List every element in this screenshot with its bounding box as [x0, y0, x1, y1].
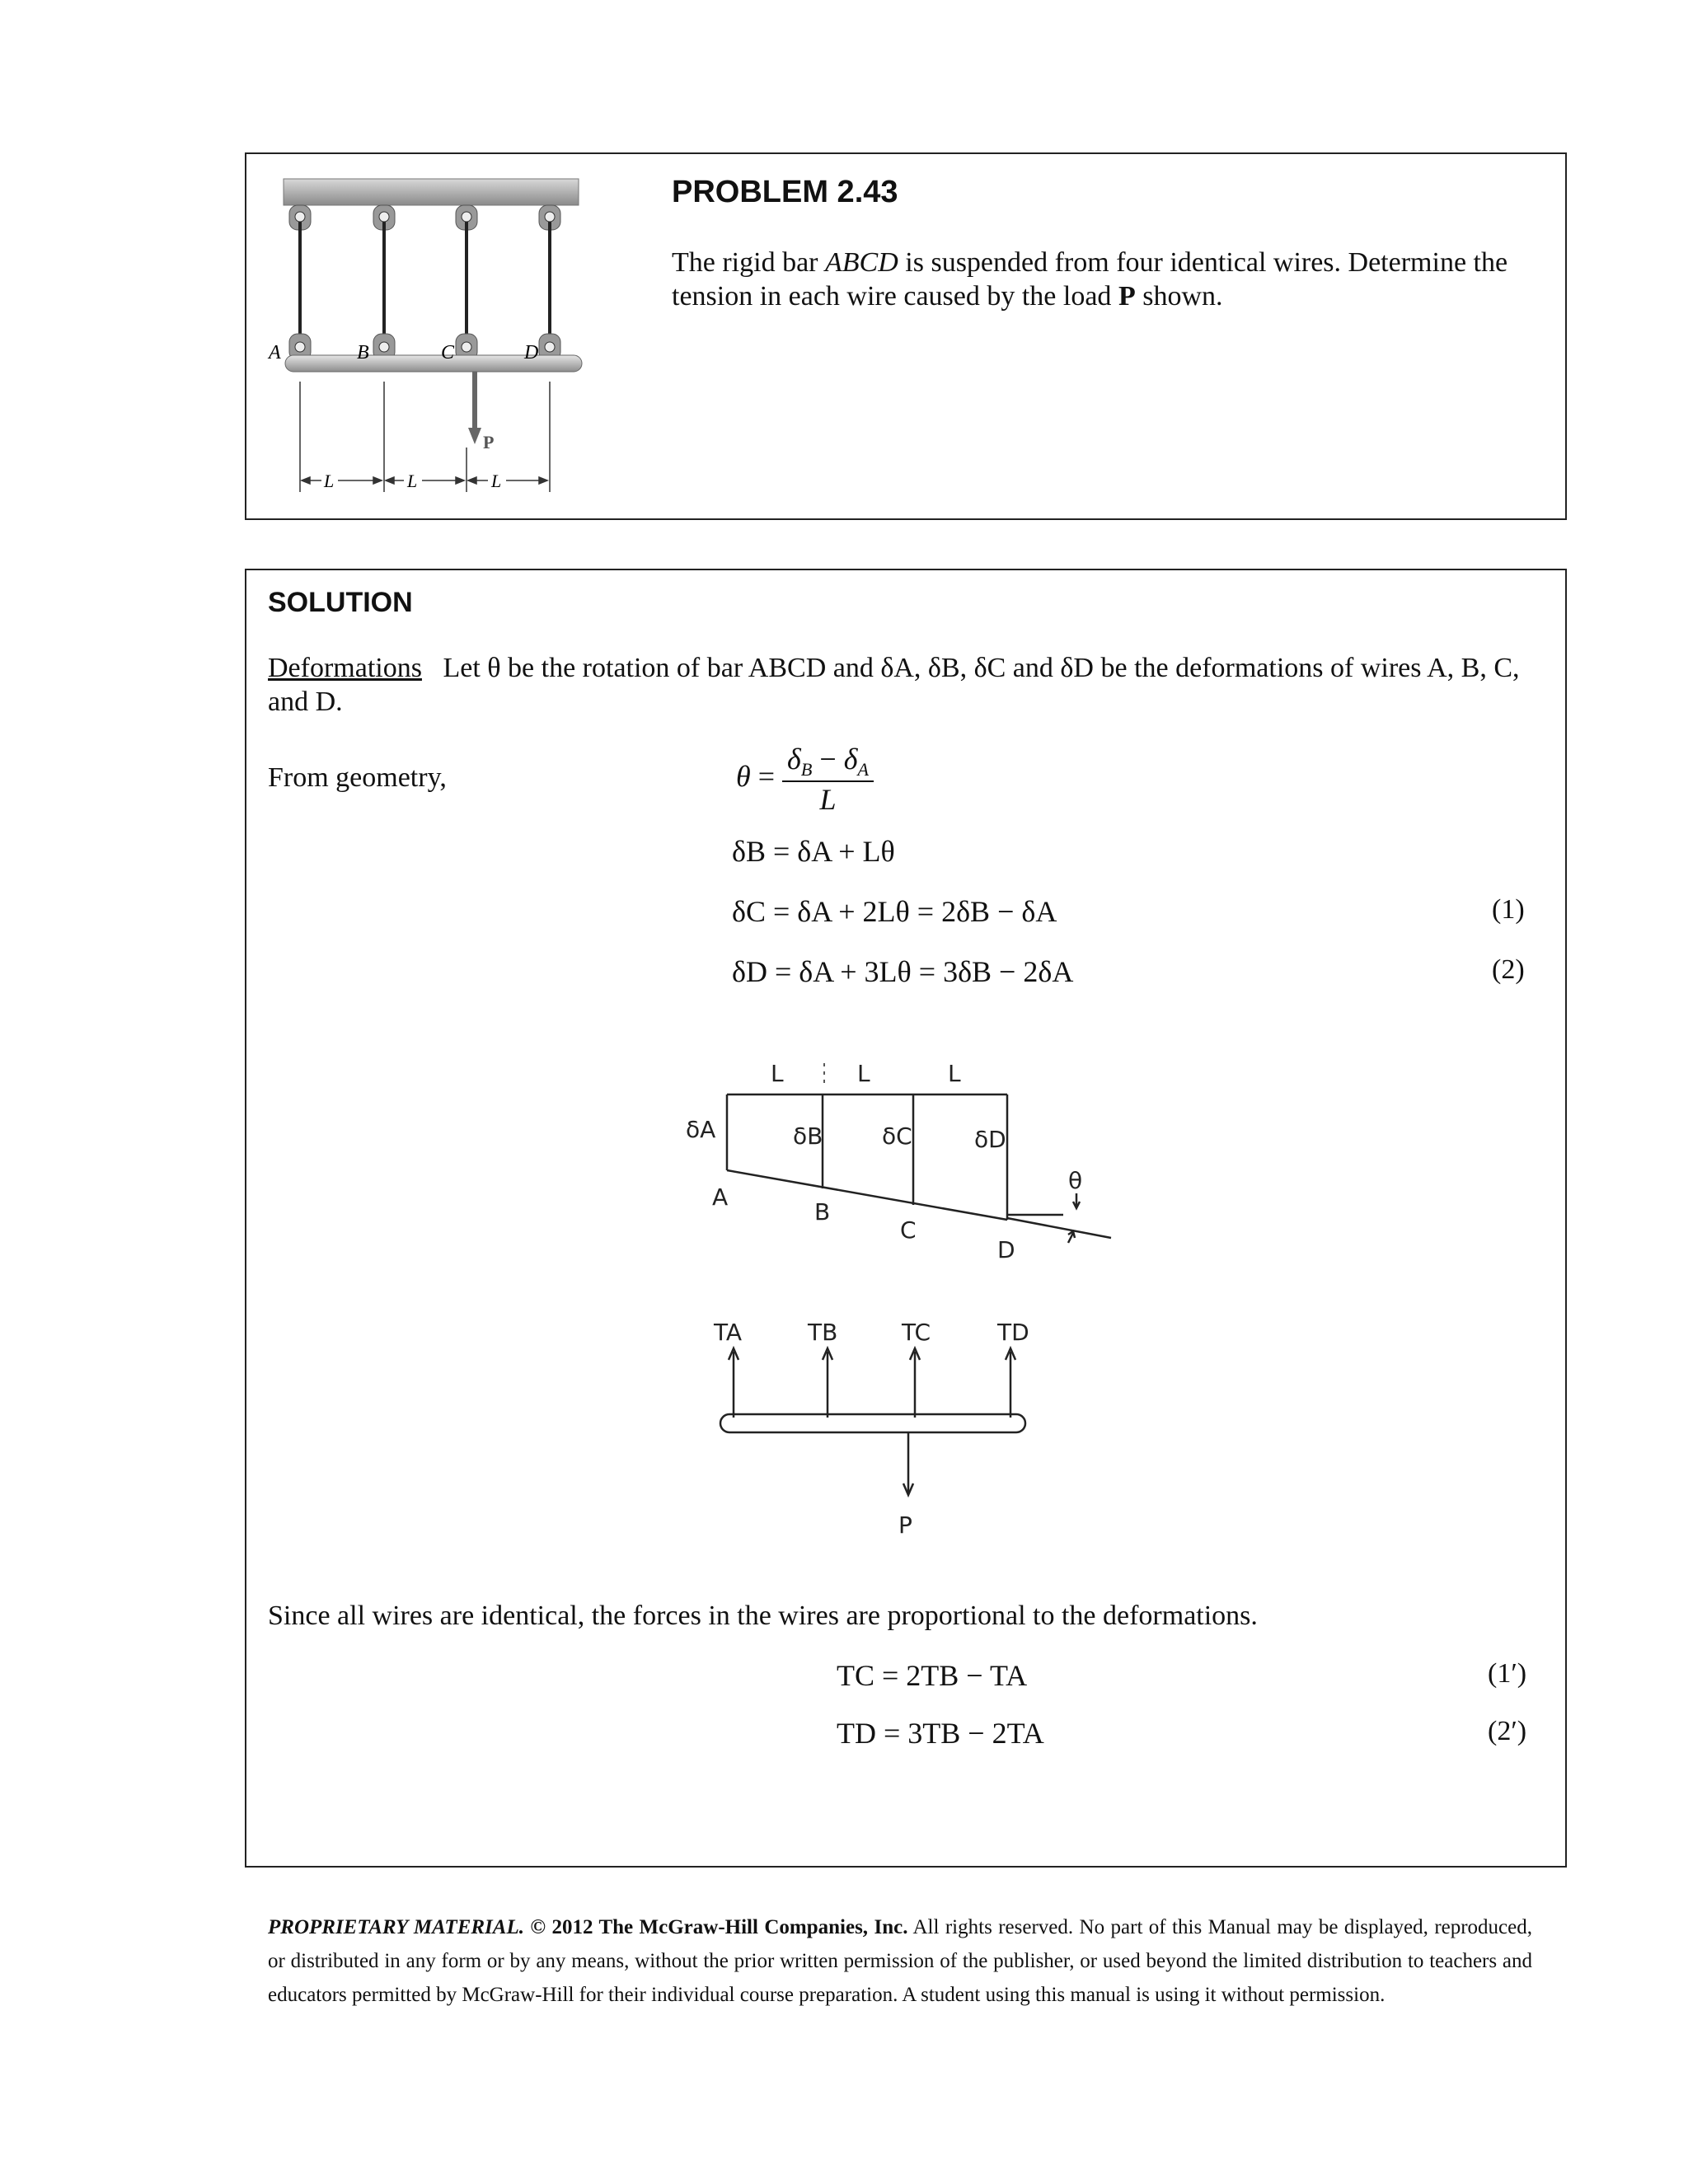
sketch-top-label-3: L [948, 1060, 961, 1087]
fbd-bar [720, 1414, 1025, 1432]
copyright-footer [268, 1910, 1532, 2012]
footer-rest: All rights reserved. No part of this Manual may be displayed, reproduced, or distributed in any form or by any means, without the prior written permission of the publisher, or used beyond the limited distribution to teachers and educators permitted by McGraw-Hill for their individual course preparation. A student using this manual is using it without permission. [268, 1916, 1533, 2006]
dim-label-3: L [491, 471, 502, 491]
sketch-point-c: C [900, 1216, 917, 1244]
from-geometry-label: From geometry, [268, 762, 447, 793]
statement-run: ABCD [825, 247, 898, 278]
sketch-point-d: D [997, 1236, 1015, 1263]
equation-delta-b: δB = δA + Lθ [732, 835, 895, 868]
statement-run: The rigid bar [672, 247, 825, 278]
statement-run: P [1118, 281, 1136, 312]
equation-delta-c: δC = δA + 2Lθ = 2δB − δA [732, 895, 1057, 928]
fbd-tension-d: TD [997, 1319, 1029, 1346]
problem-statement [672, 246, 1545, 313]
equation-tension-d: TD = 3TB − 2TA [837, 1717, 1044, 1750]
deformations-paragraph [268, 651, 1541, 719]
sketch-top-label-1: L [771, 1060, 784, 1087]
fbd-tension-a: TA [714, 1319, 743, 1346]
wire-b [373, 205, 395, 360]
wire-d [539, 205, 560, 360]
deformations-label: Deformations [268, 653, 422, 683]
sketch-delta-d: δD [974, 1126, 1006, 1153]
equation-delta-d: δD = δA + 3Lθ = 3δB − 2δA [732, 955, 1074, 988]
fig-label-b: B [357, 342, 369, 363]
fig-label-d: D [524, 342, 539, 363]
equation-tension-c: TC = 2TB − TA [837, 1659, 1028, 1692]
wire-a [289, 205, 311, 360]
sketch-rotated-ref [1007, 1218, 1111, 1238]
sketch-point-a: A [712, 1183, 729, 1211]
deformations-text: Let θ be the rotation of bar ABCD and δA, δB, δC and δD be the deformations of wires A, B, C, and D. [268, 653, 1520, 717]
wire-c [456, 205, 477, 360]
sketch-rotated-bar [727, 1170, 1007, 1220]
sketch-top-label-2: L [857, 1060, 870, 1087]
fig-label-a: A [269, 342, 281, 363]
fig-load-label: P [483, 432, 495, 452]
sketch-point-b: B [814, 1198, 831, 1226]
dim-label-1: L [324, 471, 335, 491]
equation-number-2-prime: (2′) [1488, 1716, 1527, 1746]
equation-number-1: (1) [1492, 894, 1525, 925]
proportional-text: Since all wires are identical, the forces in the wires are proportional to the deformations. [268, 1601, 1258, 1631]
equation-theta: θ = $\frac{\delta_B - \delta_A}{L}$ [736, 742, 874, 817]
fbd-load-p: P [898, 1511, 912, 1539]
footer-lead: PROPRIETARY MATERIAL. [268, 1916, 524, 1938]
deformation-sketch [676, 1055, 1137, 1269]
ceiling-support [284, 179, 579, 205]
footer-company: © 2012 The McGraw-Hill Companies, Inc. [530, 1916, 908, 1938]
fbd-tension-c: TC [902, 1319, 931, 1346]
load-arrow-head [468, 428, 481, 444]
equation-number-1-prime: (1′) [1488, 1658, 1527, 1689]
problem-title: PROBLEM 2.43 [672, 175, 898, 209]
dim-label-2: L [407, 471, 418, 491]
solution-heading: SOLUTION [268, 587, 413, 618]
fbd-tension-b: TB [808, 1319, 838, 1346]
fig-label-c: C [441, 342, 455, 363]
problem-figure [264, 169, 593, 507]
equation-number-2: (2) [1492, 954, 1525, 985]
sketch-delta-a: δA [686, 1116, 716, 1143]
statement-run: is suspended from four identical wires. Determine the tension in each wire caused by the load [672, 247, 1508, 312]
free-body-sketch [692, 1310, 1055, 1549]
statement-run: shown. [1135, 281, 1223, 312]
sketch-theta: θ [1068, 1167, 1083, 1194]
sketch-delta-c: δC [882, 1122, 912, 1150]
sketch-delta-b: δB [793, 1122, 823, 1150]
dimension-lines [300, 382, 550, 492]
